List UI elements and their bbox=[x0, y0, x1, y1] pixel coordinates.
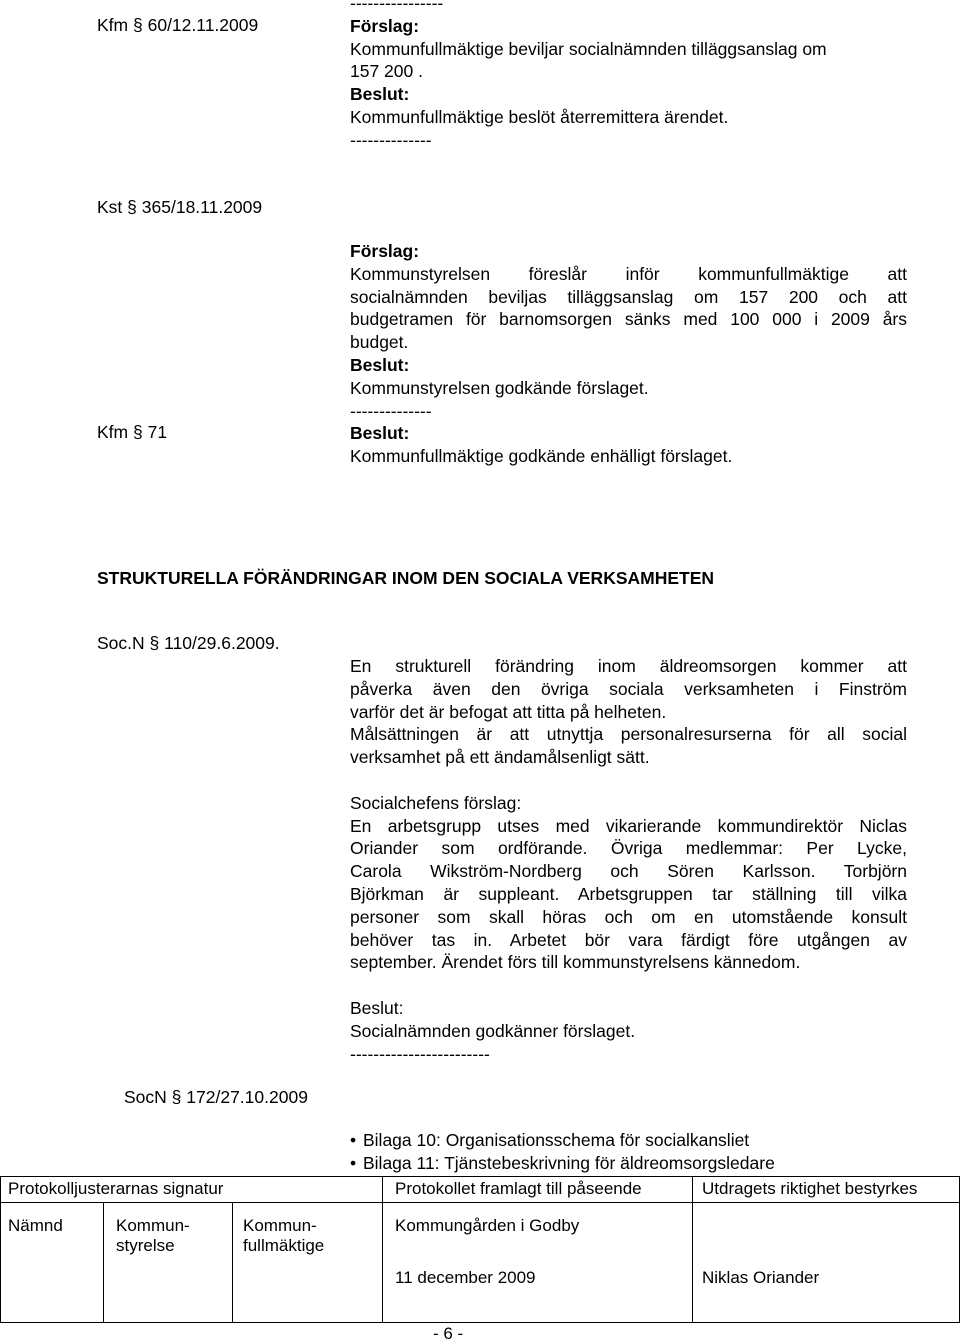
forslag-text: 157 200 . bbox=[350, 61, 423, 82]
divider bbox=[0, 1202, 960, 1203]
beslut-label: Beslut: bbox=[350, 423, 410, 444]
forslag-text: Oriander som ordförande. Övriga medlemmar: Per Lycke, bbox=[350, 838, 907, 859]
forslag-label: Socialchefens förslag: bbox=[350, 792, 522, 813]
beslut-label: Beslut: bbox=[350, 84, 410, 105]
section-heading: STRUKTURELLA FÖRÄNDRINGAR INOM DEN SOCIALA VERKSAMHETEN bbox=[97, 568, 715, 588]
paragraph-text: varför det är befogat att titta på helheten. bbox=[350, 701, 667, 722]
date-text: 11 december 2009 bbox=[395, 1268, 536, 1287]
separator: -------------- bbox=[350, 400, 432, 421]
divider bbox=[232, 1202, 233, 1322]
ref-socn-172: SocN § 172/27.10.2009 bbox=[124, 1087, 308, 1107]
attachments-list bbox=[350, 1129, 775, 1175]
forslag-text: Björkman är suppleant. Arbetsgruppen tar ställning till vilka bbox=[350, 883, 907, 904]
certified-header: Utdragets riktighet bestyrkes bbox=[702, 1179, 918, 1198]
posted-header: Protokollet framlagt till påseende bbox=[395, 1179, 642, 1198]
forslag-text: Carola Wikström-Nordberg och Sören Karlsson. Torbjörn bbox=[350, 861, 907, 882]
kommunstyrelse-label: Kommun- styrelse bbox=[116, 1216, 190, 1255]
forslag-label: Förslag: bbox=[350, 15, 420, 36]
ref-kfm-71: Kfm § 71 bbox=[97, 422, 168, 442]
beslut-text: Kommunfullmäktige beslöt återremittera ärendet. bbox=[350, 106, 729, 127]
place-text: Kommungården i Godby bbox=[395, 1216, 580, 1235]
beslut-text: Kommunstyrelsen godkände förslaget. bbox=[350, 377, 649, 398]
block-kfm-60 bbox=[350, 0, 907, 152]
forslag-text: budgetramen för barnomsorgen sänks med 100 000 i 2009 års bbox=[350, 309, 907, 330]
separator: ---------------- bbox=[350, 0, 444, 13]
forslag-text: personer som skall höras och om en utomstående konsult bbox=[350, 906, 907, 927]
attachment-item: • Bilaga 10: Organisationsschema för socialkansliet bbox=[350, 1129, 775, 1152]
divider bbox=[103, 1202, 104, 1322]
beslut-text: Kommunfullmäktige godkände enhälligt förslaget. bbox=[350, 446, 733, 467]
kommunfullmaktige-label: Kommun- fullmäktige bbox=[243, 1216, 325, 1255]
forslag-text: budget. bbox=[350, 332, 409, 353]
page-number: - 6 - bbox=[433, 1324, 464, 1343]
block-socn bbox=[350, 655, 907, 1065]
ref-kst-365: Kst § 365/18.11.2009 bbox=[97, 197, 263, 217]
namnd-label: Nämnd bbox=[8, 1216, 63, 1235]
paragraph-text: påverka även den övriga sociala verksamheten i Finström bbox=[350, 678, 907, 699]
ref-kfm-60: Kfm § 60/12.11.2009 bbox=[97, 15, 259, 35]
forslag-text: behöver tas in. Arbetet bör vara färdigt före utgången av bbox=[350, 929, 907, 950]
forslag-text: Kommunfullmäktige beviljar socialnämnden tilläggsanslag om bbox=[350, 38, 827, 59]
paragraph-text: verksamhet på ett ändamålsenligt sätt. bbox=[350, 747, 650, 768]
forslag-text: socialnämnden beviljas tilläggsanslag om 157 200 och att bbox=[350, 286, 907, 307]
divider bbox=[382, 1176, 383, 1322]
divider bbox=[0, 1176, 960, 1177]
divider bbox=[692, 1176, 693, 1322]
signer-name: Niklas Oriander bbox=[702, 1268, 820, 1287]
attachment-item: • Bilaga 11: Tjänstebeskrivning för äldreomsorgsledare bbox=[350, 1152, 775, 1175]
forslag-text: En arbetsgrupp utses med vikarierande kommundirektör Niclas bbox=[350, 815, 907, 836]
paragraph-text: En strukturell förändring inom äldreomsorgen kommer att bbox=[350, 656, 907, 676]
signature-header: Protokolljusterarnas signatur bbox=[8, 1179, 224, 1198]
forslag-text: Kommunstyrelsen föreslår inför kommunfullmäktige att bbox=[350, 263, 907, 284]
beslut-label: Beslut: bbox=[350, 997, 404, 1018]
paragraph-text: Målsättningen är att utnyttja personalresurserna för all social bbox=[350, 724, 907, 745]
block-kst-365 bbox=[350, 240, 907, 468]
beslut-text: Socialnämnden godkänner förslaget. bbox=[350, 1020, 636, 1041]
separator: -------------- bbox=[350, 129, 432, 150]
forslag-label: Förslag: bbox=[350, 241, 420, 261]
beslut-label: Beslut: bbox=[350, 354, 410, 375]
divider bbox=[0, 1176, 1, 1322]
divider bbox=[0, 1322, 960, 1323]
forslag-text: september. Ärendet förs till kommunstyrelsens kännedom. bbox=[350, 952, 801, 973]
separator: ------------------------ bbox=[350, 1043, 490, 1064]
ref-socn-110: Soc.N § 110/29.6.2009. bbox=[97, 633, 280, 653]
